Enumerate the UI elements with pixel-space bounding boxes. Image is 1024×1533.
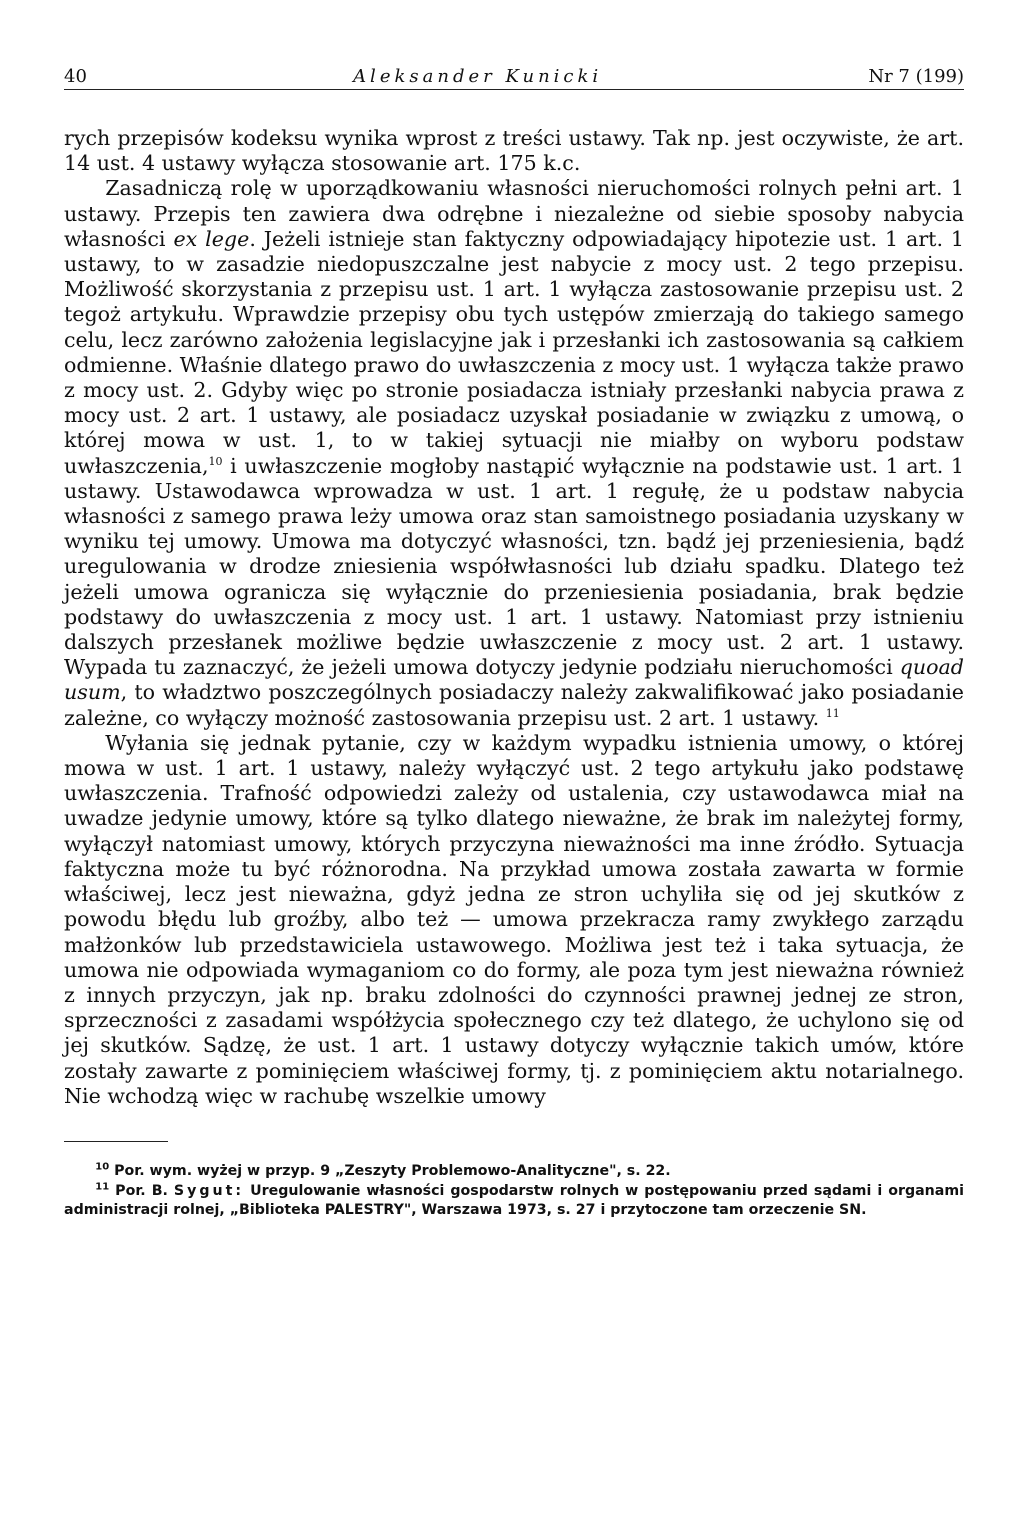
paragraph-2 — [64, 176, 964, 730]
paragraph-3: Wyłania się jednak pytanie, czy w każdym wypadku istnienia umowy, o której mowa w ust. 1 art. 1 ustawy, należy wyłączyć ust. 2 tego artykułu jako podstawę uwłaszczenia. Trafność odpowiedzi zależy od ustalenia, czy ustawodawca miał na uwadze jedynie umowy, które są tylko dlatego nieważne, że brak im należytej formy, wyłączył natomiast umowy, których przyczyna nieważności ma inne źródło. Sytuacja faktyczna może tu być różnorodna. Na przykład umowa została zawarta w formie właściwej, lecz jest nieważna, gdyż jedna ze stron uchyliła się od jej skutków z powodu błędu lub groźby, albo też — umowa przekracza ramy zwykłego zarządu małżonków lub przedstawiciela ustawowego. Możliwa jest też i taka sytuacja, że umowa nie odpowiada wymaganiom co do formy, ale poza tym jest nieważna również z innych przyczyn, jak np. braku zdolności do czynności prawnej jednej ze stron, sprzeczności z zasadami współżycia społecznego czy też dlatego, że uchylono się od jej skutków. Sądzę, że ust. 1 art. 1 ustawy dotyczy wyłącznie takich umów, które zostały zawarte z pominięciem właściwej formy, tj. z pominięciem aktu notarialnego. Nie wchodzą więc w rachubę wszelkie umowy — [64, 730, 964, 1108]
footnote-10-text: Por. wym. wyżej w przyp. 9 „Zeszyty Problemowo-Analityczne", s. 22. — [114, 1162, 671, 1179]
issue-number: Nr 7 (199) — [868, 66, 964, 87]
footnote-ref-11: 11 — [825, 706, 840, 720]
italic-phrase-ex-lege: ex lege — [173, 226, 250, 251]
footnote-11-number: 11 — [95, 1180, 110, 1192]
footnote-11-author: Sygut: — [173, 1182, 245, 1199]
footnote-ref-10: 10 — [208, 454, 223, 468]
main-text — [64, 126, 964, 1109]
running-title: Aleksander Kunicki — [353, 66, 603, 87]
footnote-divider — [64, 1141, 168, 1142]
paragraph-2-part-d: , to władztwo poszczególnych posiadaczy należy zakwalifikować jako posiadanie zależne, co wyłączy możność zastosowania przepisu ust. 2 art. 1 ustawy. — [64, 680, 964, 730]
footnote-11-text-b: Uregulowanie własności gospodarstw rolnych w postępowaniu przed sądami i organami administracji rolnej, „Biblioteka PALESTRY", Warszawa 1973, s. 27 i przytoczone tam orzeczenie SN. — [64, 1182, 964, 1219]
page-number: 40 — [64, 66, 87, 87]
paragraph-2-part-a: Zasadniczą rolę w uporządkowaniu własności nieruchomości rolnych pełni art. 1 ustawy. Przepis ten zawiera dwa odrębne i niezależne od siebie sposoby nabycia własności — [64, 176, 964, 251]
footnote-10 — [64, 1162, 964, 1182]
footnote-11 — [64, 1182, 964, 1221]
italic-phrase-quoad-usum: quoad usum — [64, 655, 964, 705]
page-header — [64, 66, 964, 90]
paragraph-2-part-b: . Jeżeli istnieje stan faktyczny odpowiadający hipotezie ust. 1 art. 1 ustawy, to w zasadzie niedopuszczalne jest nabycie z mocy ust. 2 tego przepisu. Możliwość skorzystania z przepisu ust. 1 art. 1 wyłącza zastosowanie przepisu ust. 2 tegoż artykułu. Wprawdzie przepisy obu tych ustępów zmierzają do takiego samego celu, lecz zarówno założenia legislacyjne jak i przesłanki ich zastosowania są całkiem odmienne. Właśnie dlatego prawo do uwłaszczenia z mocy ust. 1 wyłącza także prawo z mocy ust. 2. Gdyby więc po stronie posiadacza istniały przesłanki nabycia prawa z mocy ust. 2 art. 1 ustawy, ale posiadacz uzyskał posiadanie w związku z umową, o której mowa w ust. 1, to w takiej sytuacji nie miałby on wyboru podstaw uwłaszczenia, — [64, 226, 965, 478]
footnotes — [64, 1162, 964, 1221]
paragraph-1: rych przepisów kodeksu wynika wprost z treści ustawy. Tak np. jest oczywiste, że art. 14 ust. 4 ustawy wyłącza stosowanie art. 175 k.c. — [64, 126, 964, 176]
paragraph-2-part-c: i uwłaszczenie mogłoby nastąpić wyłącznie na podstawie ust. 1 art. 1 ustawy. Ustawodawca wprowadza w ust. 1 art. 1 regułę, że u podstaw nabycia własności z samego prawa leży umowa oraz stan samoistnego posiadania uzyskany w wyniku tej umowy. Umowa ma dotyczyć własności, tzn. bądź jej przeniesienia, bądź uregulowania w drodze zniesienia współwłasności lub działu spadku. Dlatego też jeżeli umowa ogranicza się wyłącznie do przeniesienia posiadania, brak będzie podstawy do uwłaszczenia z mocy ust. 1 art. 1 ustawy. Natomiast przy istnieniu dalszych przesłanek możliwe będzie uwłaszczenie z mocy ust. 2 art. 1 ustawy. Wypada tu zaznaczyć, że jeżeli umowa dotyczy jedynie podziału nieruchomości — [64, 453, 964, 680]
document-page — [64, 66, 964, 1221]
footnote-10-number: 10 — [95, 1161, 110, 1173]
footnote-11-text-a: Por. B. — [115, 1182, 174, 1199]
